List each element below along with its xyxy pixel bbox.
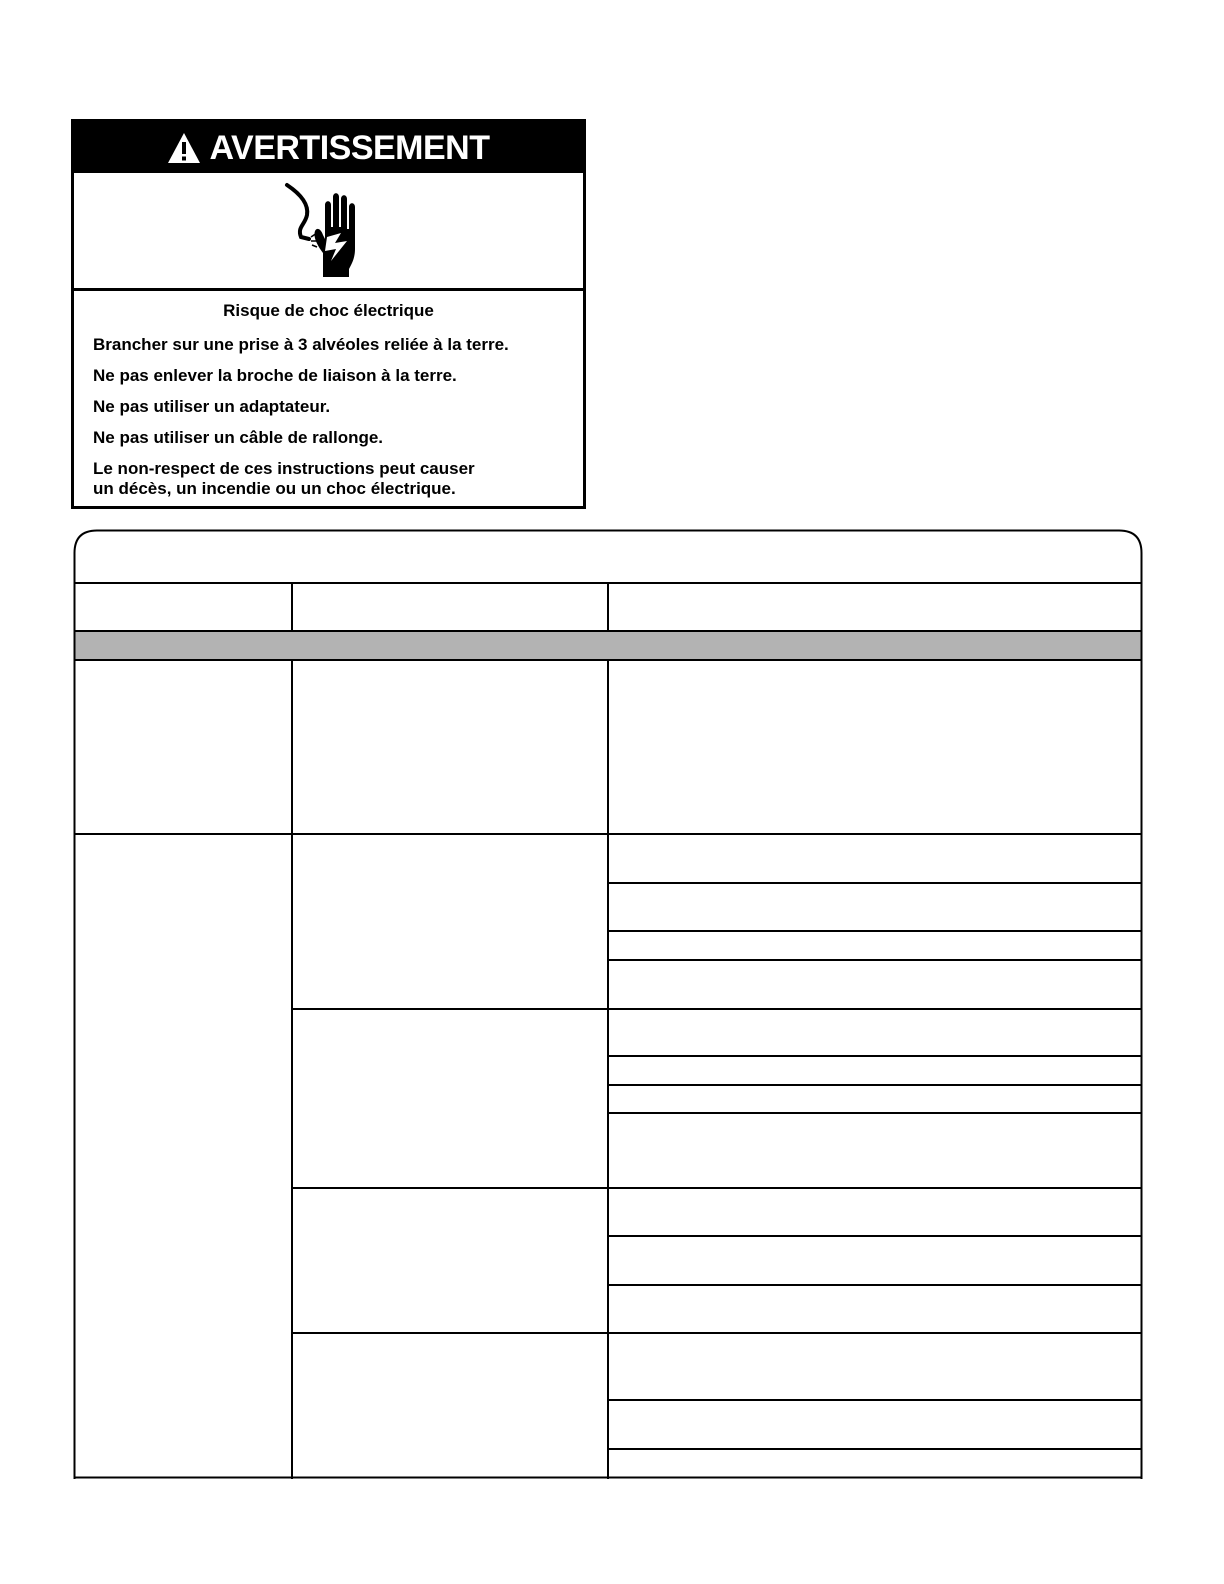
warning-title: AVERTISSEMENT <box>209 128 490 167</box>
warning-box <box>71 119 586 509</box>
section-row <box>76 632 1141 660</box>
warning-line-4: Ne pas utiliser un câble de rallonge. <box>93 428 384 447</box>
warning-line-3: Ne pas utiliser un adaptateur. <box>93 397 331 416</box>
warning-line-2: Ne pas enlever la broche de liaison à la terre. <box>93 366 457 385</box>
warning-header <box>74 122 583 173</box>
warning-text <box>74 291 583 499</box>
warning-subtitle: Risque de choc électrique <box>223 301 434 320</box>
warning-triangle-icon <box>167 132 201 164</box>
electric-shock-hand-icon <box>279 181 379 281</box>
troubleshooting-table <box>73 529 1143 1479</box>
table-grid <box>73 529 1143 1479</box>
warning-line-1: Brancher sur une prise à 3 alvéoles reliée à la terre. <box>93 335 509 354</box>
warning-icon-row <box>74 173 583 291</box>
warning-line-5: Le non-respect de ces instructions peut causer un décès, un incendie ou un choc électrique. <box>93 459 475 498</box>
